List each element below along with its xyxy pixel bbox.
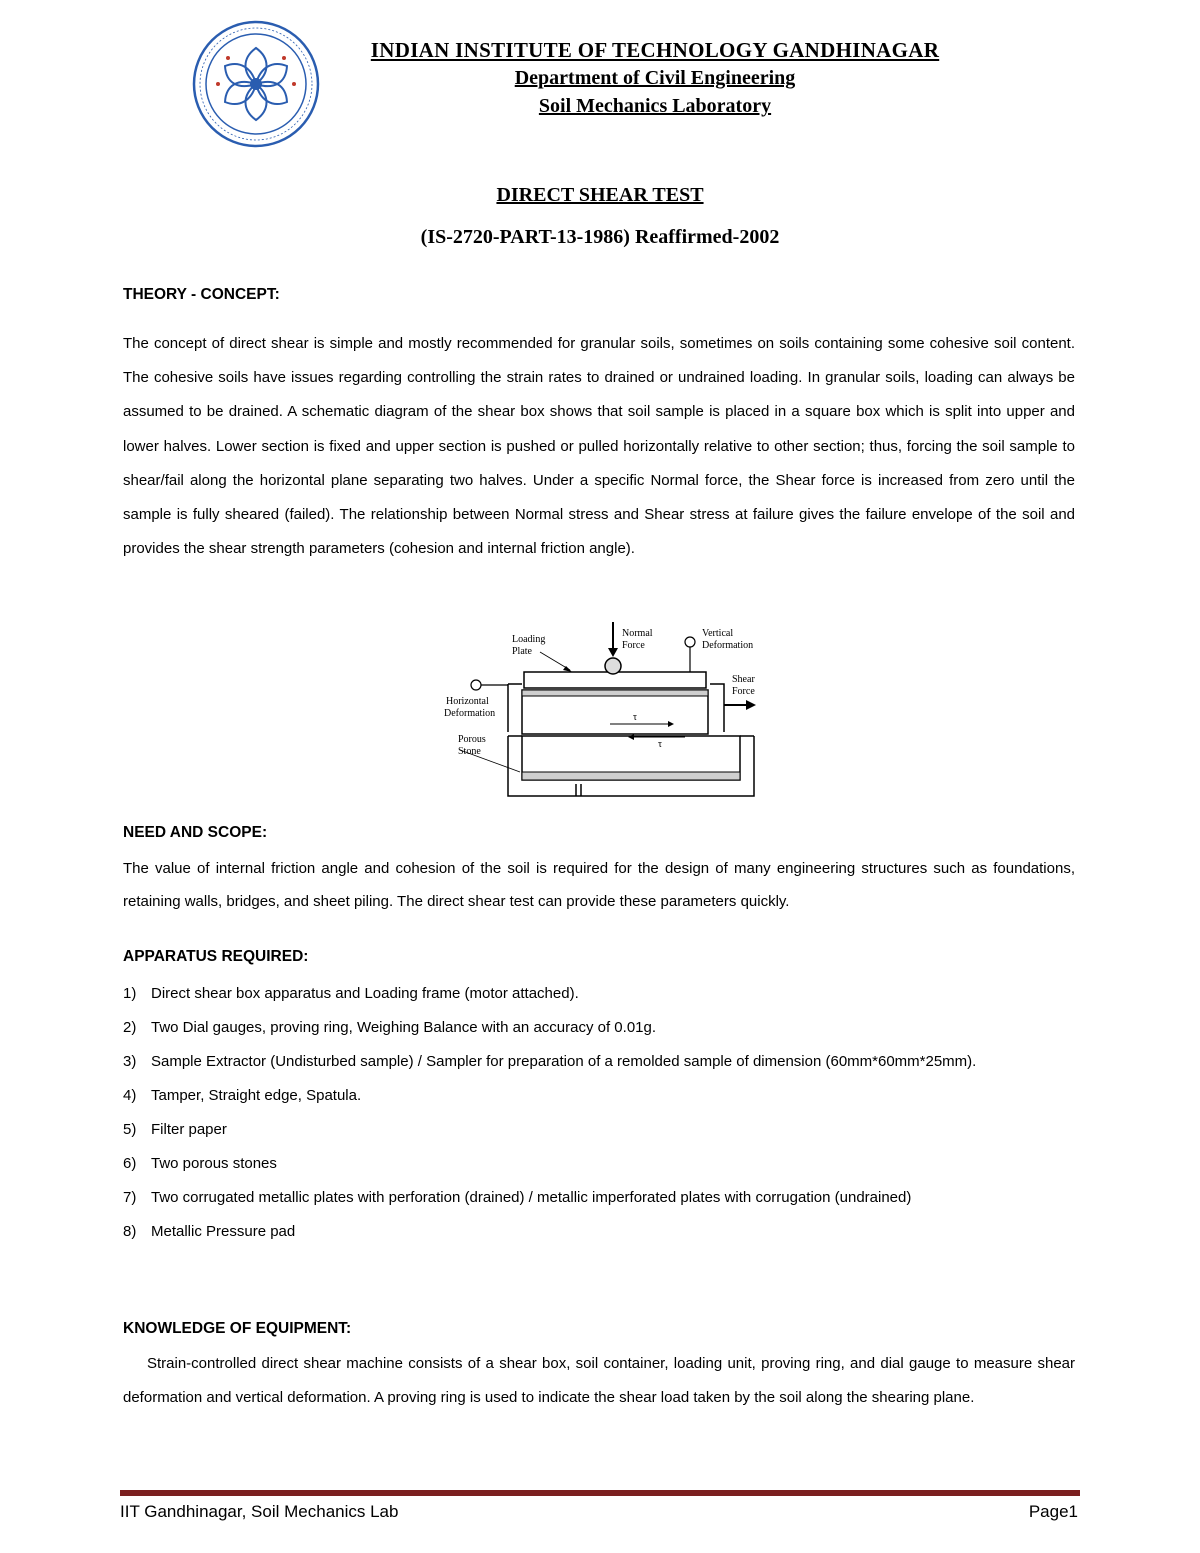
standard-reference: (IS-2720-PART-13-1986) Reaffirmed-2002 <box>420 226 780 248</box>
list-item: 4) Tamper, Straight edge, Spatula. <box>123 1087 362 1104</box>
label-tau-lower: τ <box>658 739 663 750</box>
department-name: Department of Civil Engineering <box>514 67 796 89</box>
label-shear-force: Force <box>732 686 755 697</box>
list-item: 1) Direct shear box apparatus and Loading frame (motor attached). <box>123 985 579 1002</box>
label-porous: Porous <box>458 734 486 745</box>
institute-name: INDIAN INSTITUTE OF TECHNOLOGY GANDHINAGAR <box>370 38 940 62</box>
lab-name: Soil Mechanics Laboratory <box>538 95 772 117</box>
label-horizontal-deformation: Deformation <box>444 708 496 719</box>
label-vertical: Vertical <box>702 628 734 639</box>
apparatus-heading: APPARATUS REQUIRED: <box>123 948 309 965</box>
iitgn-logo-icon <box>190 18 322 150</box>
label-shear: Shear <box>732 674 755 685</box>
label-vertical-deformation: Deformation <box>702 640 754 651</box>
list-item: 3) Sample Extractor (Undisturbed sample) / Sampler for preparation of a remolded sample of dimension (60mm*60mm*25mm). <box>123 1053 977 1070</box>
label-force-normal: Force <box>622 640 645 651</box>
footer-rule <box>120 1490 1080 1496</box>
theory-heading: THEORY - CONCEPT: <box>123 286 280 303</box>
list-item: 2) Two Dial gauges, proving ring, Weighing Balance with an accuracy of 0.01g. <box>123 1019 657 1036</box>
label-stone: Stone <box>458 746 481 757</box>
apparatus-list <box>123 977 1075 1249</box>
footer-text: IIT Gandhinagar, Soil Mechanics Lab <box>120 1502 399 1521</box>
theory-paragraph: The concept of direct shear is simple and mostly recommended for granular soils, sometimes on soils containing some cohesive soil content. The cohesive soils have issues regarding controlling the strain rates to drained or undrained loading. In granular soils, loading can always be assumed to be drained. A schematic diagram of the shear box shows that soil sample is placed in a square box which is split into upper and lower halves. Lower section is fixed and upper section is pushed or pulled horizontally relative to other section; thus, forcing the soil sample to shear/fail along the horizontal plane separating two halves. Under a specific Normal force, the Shear force is increased from zero until the sample is fully sheared (failed). The relationship between Normal stress and Shear stress at failure gives the failure envelope of the soil and provides the shear strength parameters (cohesion and internal friction angle). <box>123 335 1075 558</box>
label-tau-upper: τ <box>633 712 638 723</box>
knowledge-paragraph: Strain-controlled direct shear machine consists of a shear box, soil container, loading unit, proving ring, and dial gauge to measure shear deformation and vertical deformation. A proving ring is used to indicate the shear load taken by the soil along the shearing plane. <box>123 1355 1075 1406</box>
need-paragraph: The value of internal friction angle and cohesion of the soil is required for the design of many engineering structures such as foundations, retaining walls, bridges, and sheet piling. The direct shear test can provide these parameters quickly. <box>123 860 1075 910</box>
label-loading: Loading <box>512 634 546 645</box>
letterhead <box>330 36 980 120</box>
need-heading: NEED AND SCOPE: <box>123 824 268 841</box>
knowledge-heading: KNOWLEDGE OF EQUIPMENT: <box>123 1320 352 1337</box>
shear-box-diagram <box>410 612 790 802</box>
list-item: 8) Metallic Pressure pad <box>123 1223 296 1240</box>
page-title: DIRECT SHEAR TEST <box>496 184 704 206</box>
label-normal: Normal <box>622 628 653 639</box>
page-number: Page1 <box>1028 1502 1078 1521</box>
list-item: 6) Two porous stones <box>123 1155 277 1172</box>
list-item: 5) Filter paper <box>123 1121 227 1138</box>
label-plate: Plate <box>512 646 532 657</box>
label-horizontal: Horizontal <box>446 696 489 707</box>
list-item: 7) Two corrugated metallic plates with perforation (drained) / metallic imperforated plates with corrugation (undrained) <box>123 1189 912 1206</box>
